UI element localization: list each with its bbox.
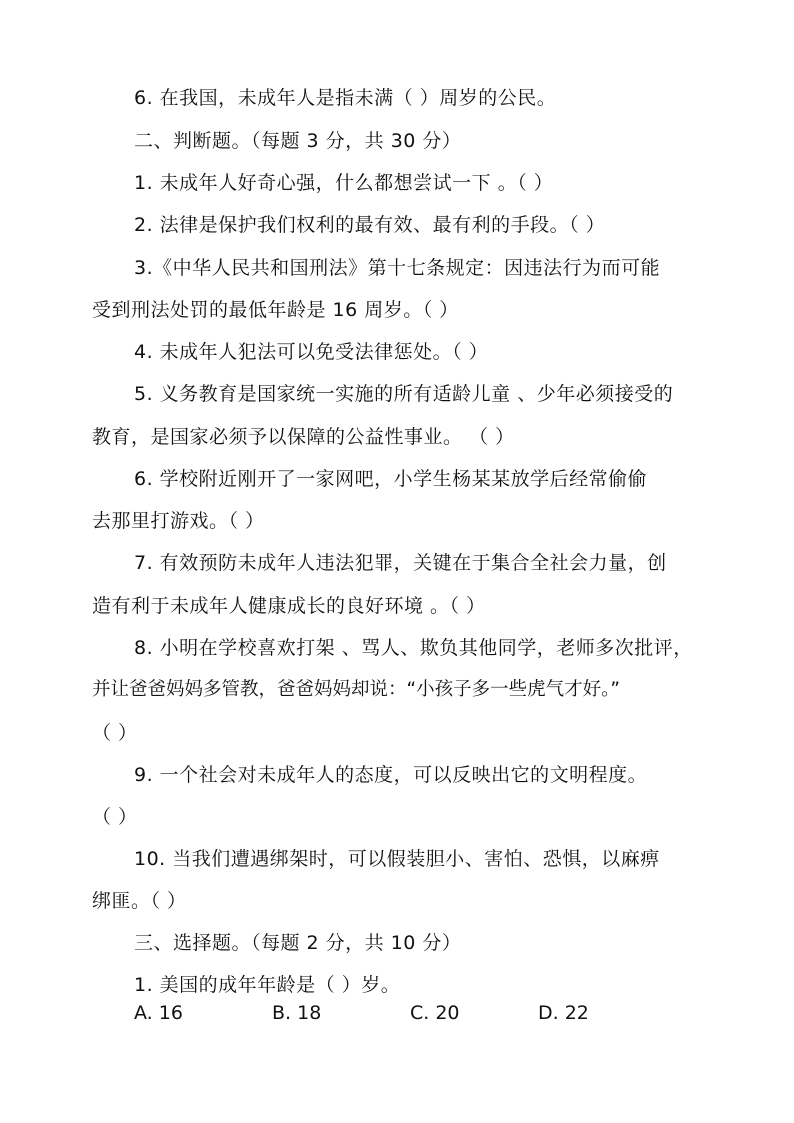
tf-question-8-line-2: 并让爸爸妈妈多管教，爸爸妈妈却说：“小孩子多一些虎气才好。” [92,679,620,700]
tf-question-7-line-2: 造有利于未成年人健康成长的良好环境 。（ ） [92,595,486,617]
section-heading-true-false: 二、判断题。（每题 3 分，共 30 分） [134,130,462,152]
tf-question-6-line-1: 6. 学校附近刚开了一家网吧，小学生杨某某放学后经常偷偷 [134,468,648,490]
tf-question-5-line-1: 5. 义务教育是国家统一实施的所有适龄儿童 、少年必须接受的 [134,383,674,405]
option-a: A. 16 [134,1002,183,1024]
tf-question-8-line-3: （ ） [92,722,138,744]
tf-question-1: 1. 未成年人好奇心强，什么都想尝试一下 。（ ） [134,172,554,194]
tf-question-2: 2. 法律是保护我们权利的最有效、最有利的手段。（ ） [134,214,606,236]
tf-question-4: 4. 未成年人犯法可以免受法律惩处。（ ） [134,341,489,363]
tf-question-10-line-1: 10. 当我们遭遇绑架时，可以假装胆小、害怕、恐惧，以麻痹 [134,848,660,870]
tf-question-5-line-2: 教育，是国家必须予以保障的公益性事业。 （ ） [92,426,515,448]
tf-question-9-line-1: 9. 一个社会对未成年人的态度，可以反映出它的文明程度。 [134,764,648,786]
tf-question-3-line-1: 3.《中华人民共和国刑法》第十七条规定：因违法行为而可能 [134,257,661,279]
mc-question-1: 1. 美国的成年年龄是（ ）岁。 [134,974,401,996]
option-b: B. 18 [272,1002,322,1024]
option-d: D. 22 [538,1002,589,1024]
tf-question-3-line-2: 受到刑法处罚的最低年龄是 16 周岁。（ ） [92,299,459,321]
option-c: C. 20 [410,1002,460,1024]
tf-question-7-line-1: 7. 有效预防未成年人违法犯罪，关键在于集合全社会力量，创 [134,552,667,574]
tf-question-10-line-2: 绑匪。（ ） [92,890,187,912]
tf-question-6-line-2: 去那里打游戏。（ ） [92,510,265,532]
section-heading-multiple-choice: 三、选择题。（每题 2 分，共 10 分） [134,932,462,954]
tf-question-9-line-2: （ ） [92,806,138,828]
tf-question-8-line-1: 8. 小明在学校喜欢打架 、骂人、欺负其他同学，老师多次批评， [134,637,693,659]
fill-blank-question-6: 6. 在我国，未成年人是指未满（ ）周岁的公民。 [134,87,557,109]
